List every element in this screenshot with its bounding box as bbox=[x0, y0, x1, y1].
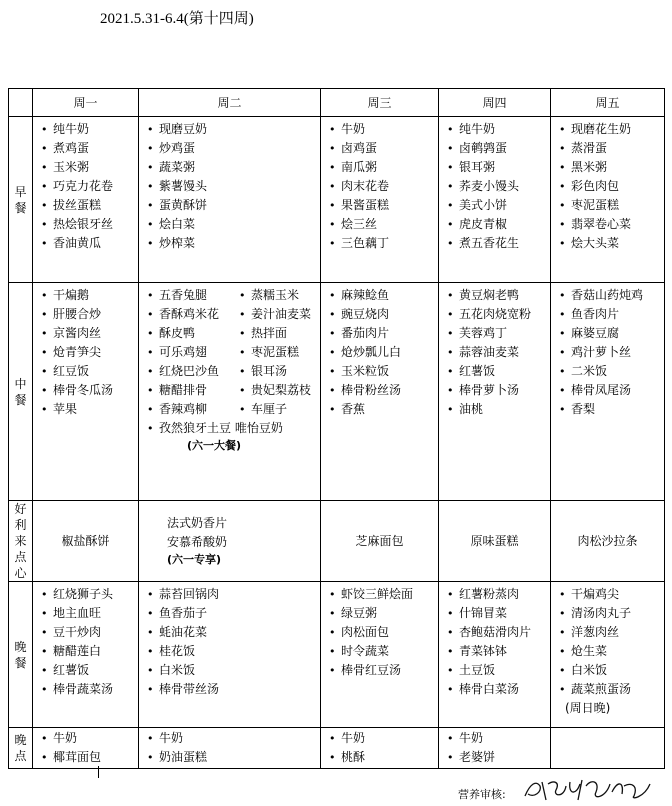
weekly-menu-table bbox=[8, 88, 665, 769]
list-item: • 棒骨白菜汤 bbox=[447, 680, 550, 699]
list-item: • 香梨 bbox=[559, 400, 664, 419]
list-item: • 卤鸡蛋 bbox=[329, 139, 438, 158]
list-item: • 炒鸡蛋 bbox=[147, 139, 320, 158]
list-item: • 银耳汤 bbox=[239, 362, 311, 381]
list-item: • 豆干炒肉 bbox=[41, 623, 138, 642]
list-item: • 巧克力花卷 bbox=[41, 177, 138, 196]
list-item: • 虾饺三鲜烩面 bbox=[329, 585, 438, 604]
list-item: • 蒸糯玉米 bbox=[239, 286, 311, 305]
list-item: • 肉末花卷 bbox=[329, 177, 438, 196]
list-item: • 炝炒瓢儿白 bbox=[329, 343, 438, 362]
list-item: • 蒸滑蛋 bbox=[559, 139, 664, 158]
snack-row bbox=[9, 501, 665, 582]
list-item: • 黑米粥 bbox=[559, 158, 664, 177]
meal-label-lunch: 中餐 bbox=[9, 283, 33, 501]
meal-label-snack: 好利来点心 bbox=[9, 501, 33, 582]
list-item: • 红薯饭 bbox=[447, 362, 550, 381]
dinner-wed bbox=[321, 582, 439, 728]
page-title: 2021.5.31-6.4(第十四周) bbox=[100, 11, 254, 27]
list-item: • 五花肉烧宽粉 bbox=[447, 305, 550, 324]
list-item: • 鸡汁萝卜丝 bbox=[559, 343, 664, 362]
list-item: • 枣泥蛋糕 bbox=[559, 196, 664, 215]
special-note-61-feast: (六一大餐) bbox=[187, 439, 242, 452]
list-item: • 酥皮鸭 bbox=[147, 324, 239, 343]
list-item: • 桂花饭 bbox=[147, 642, 320, 661]
list-item: • 干煸鸡尖 bbox=[559, 585, 664, 604]
list-item: • 车厘子 bbox=[239, 400, 311, 419]
list-item: • 白米饭 bbox=[147, 661, 320, 680]
list-item: • 红豆饭 bbox=[41, 362, 138, 381]
list-item: • 糖醋排骨 bbox=[147, 381, 239, 400]
list-item: • 现磨花生奶 bbox=[559, 120, 664, 139]
list-item: • 纯牛奶 bbox=[447, 120, 550, 139]
list-item: • 椰茸面包 bbox=[41, 748, 138, 767]
list-item: • 卤鹌鹑蛋 bbox=[447, 139, 550, 158]
list-item: • 蒜蓉油麦菜 bbox=[447, 343, 550, 362]
list-item: • 黄豆焖老鸭 bbox=[447, 286, 550, 305]
night-snack-row bbox=[9, 728, 665, 769]
list-item: • 牛奶 bbox=[41, 729, 138, 748]
list-item: • 香油黄瓜 bbox=[41, 234, 138, 253]
breakfast-fri bbox=[551, 117, 665, 283]
list-item: • 彩色肉包 bbox=[559, 177, 664, 196]
list-item: • 棒骨红豆汤 bbox=[329, 661, 438, 680]
list-item: • 烩白菜 bbox=[147, 215, 320, 234]
list-item: • 热烩银牙丝 bbox=[41, 215, 138, 234]
list-item: • 什锦冒菜 bbox=[447, 604, 550, 623]
snack-thu: 原味蛋糕 bbox=[439, 501, 551, 582]
dinner-tue bbox=[139, 582, 321, 728]
list-item: • 豌豆烧肉 bbox=[329, 305, 438, 324]
list-item: • 老婆饼 bbox=[447, 748, 550, 767]
list-item: • 杏鲍菇滑肉片 bbox=[447, 623, 550, 642]
list-item: • 炝青笋尖 bbox=[41, 343, 138, 362]
list-item: • 纯牛奶 bbox=[41, 120, 138, 139]
breakfast-row bbox=[9, 117, 665, 283]
list-item: • 芙蓉鸡丁 bbox=[447, 324, 550, 343]
list-item: • 蛋黄酥饼 bbox=[147, 196, 320, 215]
list-item: • 煮鸡蛋 bbox=[41, 139, 138, 158]
list-item: • 蚝油花菜 bbox=[147, 623, 320, 642]
list-item: • 香酥鸡米花 bbox=[147, 305, 239, 324]
night-tue bbox=[139, 728, 321, 769]
list-item: • 香蕉 bbox=[329, 400, 438, 419]
list-item: • 香辣鸡柳 bbox=[147, 400, 239, 419]
dinner-mon bbox=[33, 582, 139, 728]
night-wed bbox=[321, 728, 439, 769]
list-item: • 奶油蛋糕 bbox=[147, 748, 320, 767]
list-item: • 棒骨粉丝汤 bbox=[329, 381, 438, 400]
list-item: • 牛奶 bbox=[329, 120, 438, 139]
list-item: • 红烧巴沙鱼 bbox=[147, 362, 239, 381]
header-row bbox=[9, 89, 665, 117]
list-item: • 煮五香花生 bbox=[447, 234, 550, 253]
day-header-thu: 周四 bbox=[439, 89, 551, 117]
list-item: • 二米饭 bbox=[559, 362, 664, 381]
breakfast-tue bbox=[139, 117, 321, 283]
list-item: • 烩三丝 bbox=[329, 215, 438, 234]
list-item: • 美式小饼 bbox=[447, 196, 550, 215]
list-item: • 孜然狼牙土豆 唯怡豆奶 bbox=[139, 419, 320, 438]
corner-cell bbox=[9, 89, 33, 117]
list-item: • 棒骨带丝汤 bbox=[147, 680, 320, 699]
list-item: • 时令蔬菜 bbox=[329, 642, 438, 661]
list-item: • 鱼香肉片 bbox=[559, 305, 664, 324]
list-item: • 牛奶 bbox=[447, 729, 550, 748]
list-item: • 油桃 bbox=[447, 400, 550, 419]
list-item: • 银耳粥 bbox=[447, 158, 550, 177]
list-item: • 棒骨蔬菜汤 bbox=[41, 680, 138, 699]
list-item: • 红薯粉蒸肉 bbox=[447, 585, 550, 604]
breakfast-mon bbox=[33, 117, 139, 283]
list-item: • 麻辣鲶鱼 bbox=[329, 286, 438, 305]
list-item: • 绿豆粥 bbox=[329, 604, 438, 623]
lunch-wed bbox=[321, 283, 439, 501]
list-item: • 京酱肉丝 bbox=[41, 324, 138, 343]
list-item: • 虎皮青椒 bbox=[447, 215, 550, 234]
dinner-row bbox=[9, 582, 665, 728]
lunch-tue bbox=[139, 283, 321, 501]
list-item: • 翡翠卷心菜 bbox=[559, 215, 664, 234]
list-item: • 肝腰合炒 bbox=[41, 305, 138, 324]
list-item: • 五香兔腿 bbox=[147, 286, 239, 305]
list-item: • 土豆饭 bbox=[447, 661, 550, 680]
list-item: • 肉松面包 bbox=[329, 623, 438, 642]
night-fri bbox=[551, 728, 665, 769]
snack-mon: 椒盐酥饼 bbox=[33, 501, 139, 582]
list-item: • 现磨豆奶 bbox=[147, 120, 320, 139]
signature-icon bbox=[520, 772, 660, 804]
list-item: • 麻婆豆腐 bbox=[559, 324, 664, 343]
list-item: • 蒜苔回锅肉 bbox=[147, 585, 320, 604]
list-item: • 红薯饭 bbox=[41, 661, 138, 680]
night-mon bbox=[33, 728, 139, 769]
list-item: • 牛奶 bbox=[147, 729, 320, 748]
list-item: • 贵妃梨荔枝 bbox=[239, 381, 311, 400]
list-item: • 鱼香茄子 bbox=[147, 604, 320, 623]
day-header-fri: 周五 bbox=[551, 89, 665, 117]
list-item: • 姜汁油麦菜 bbox=[239, 305, 311, 324]
snack-wed: 芝麻面包 bbox=[321, 501, 439, 582]
list-item: • 蔬菜煎蛋汤 bbox=[559, 680, 664, 699]
list-item: • 炝生菜 bbox=[559, 642, 664, 661]
list-item: • 果酱蛋糕 bbox=[329, 196, 438, 215]
list-item: • 牛奶 bbox=[329, 729, 438, 748]
list-item: • 南瓜粥 bbox=[329, 158, 438, 177]
list-item: • 洋葱肉丝 bbox=[559, 623, 664, 642]
lunch-thu bbox=[439, 283, 551, 501]
list-item: • 苹果 bbox=[41, 400, 138, 419]
night-thu bbox=[439, 728, 551, 769]
list-item: • 棒骨冬瓜汤 bbox=[41, 381, 138, 400]
lunch-row bbox=[9, 283, 665, 501]
breakfast-thu bbox=[439, 117, 551, 283]
list-item: • 桃酥 bbox=[329, 748, 438, 767]
list-item: • 青菜钵钵 bbox=[447, 642, 550, 661]
snack-item: 安慕希酸奶 bbox=[167, 535, 228, 549]
dinner-fri bbox=[551, 582, 665, 728]
lunch-fri bbox=[551, 283, 665, 501]
list-item: • 荞麦小馒头 bbox=[447, 177, 550, 196]
list-item: • 糖醋莲白 bbox=[41, 642, 138, 661]
list-item: • 地主血旺 bbox=[41, 604, 138, 623]
meal-label-dinner: 晚餐 bbox=[9, 582, 33, 728]
list-item: • 棒骨凤尾汤 bbox=[559, 381, 664, 400]
dinner-thu bbox=[439, 582, 551, 728]
list-item: • 干煸鹅 bbox=[41, 286, 138, 305]
list-item: • 炒榨菜 bbox=[147, 234, 320, 253]
day-header-mon: 周一 bbox=[33, 89, 139, 117]
snack-tue bbox=[139, 501, 321, 582]
breakfast-wed bbox=[321, 117, 439, 283]
list-item: • 三色藕丁 bbox=[329, 234, 438, 253]
text-cursor bbox=[98, 766, 99, 778]
snack-fri: 肉松沙拉条 bbox=[551, 501, 665, 582]
snack-item: 法式奶香片 bbox=[167, 516, 228, 530]
nutrition-review-label: 营养审核: bbox=[458, 788, 506, 801]
list-item: • 香菇山药炖鸡 bbox=[559, 286, 664, 305]
meal-label-breakfast: 早餐 bbox=[9, 117, 33, 283]
list-item: • 玉米粥 bbox=[41, 158, 138, 177]
list-item: • 红烧狮子头 bbox=[41, 585, 138, 604]
list-item: • 蔬菜粥 bbox=[147, 158, 320, 177]
list-item: • 可乐鸡翅 bbox=[147, 343, 239, 362]
special-note-61-exclusive: (六一专享) bbox=[167, 553, 222, 566]
list-item: • 清汤肉丸子 bbox=[559, 604, 664, 623]
day-header-wed: 周三 bbox=[321, 89, 439, 117]
list-item: • 棒骨萝卜汤 bbox=[447, 381, 550, 400]
list-item: • 热拌面 bbox=[239, 324, 311, 343]
sunday-evening-note: (周日晚) bbox=[565, 701, 611, 715]
list-item: • 枣泥蛋糕 bbox=[239, 343, 311, 362]
meal-label-night: 晚点 bbox=[9, 728, 33, 769]
list-item: • 烩大头菜 bbox=[559, 234, 664, 253]
list-item: • 拔丝蛋糕 bbox=[41, 196, 138, 215]
list-item: • 白米饭 bbox=[559, 661, 664, 680]
list-item: • 紫薯馒头 bbox=[147, 177, 320, 196]
list-item: • 番茄肉片 bbox=[329, 324, 438, 343]
day-header-tue: 周二 bbox=[139, 89, 321, 117]
list-item: • 玉米粒饭 bbox=[329, 362, 438, 381]
lunch-mon bbox=[33, 283, 139, 501]
